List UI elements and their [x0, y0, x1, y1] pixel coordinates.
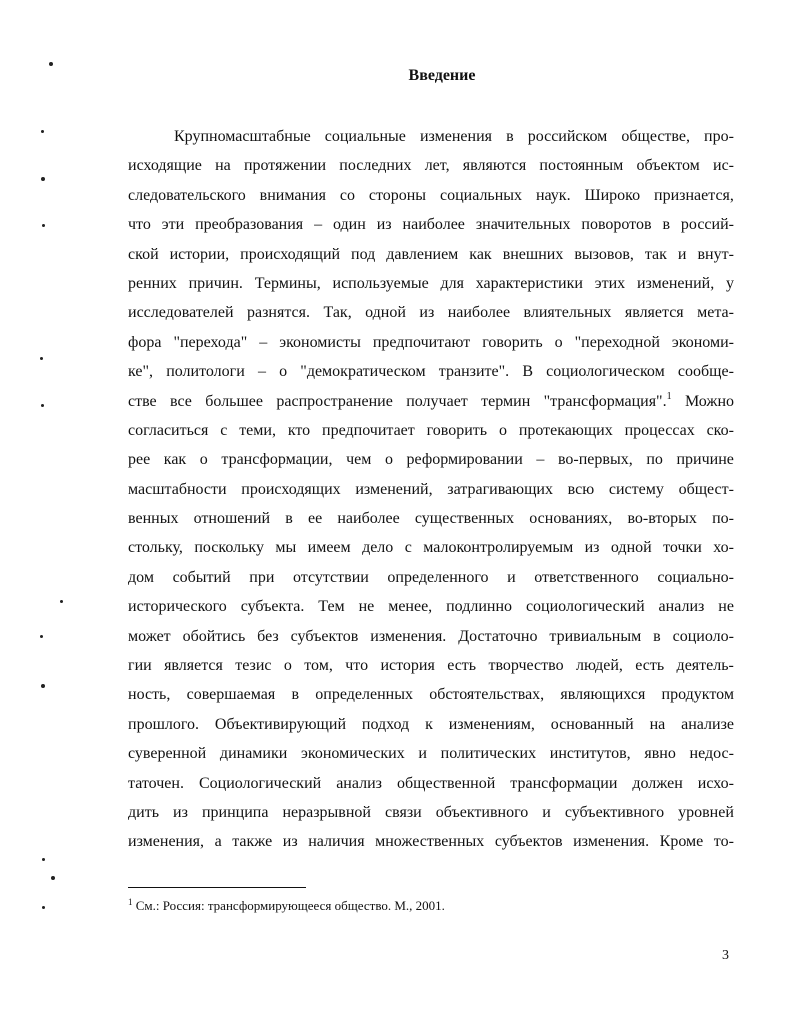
word: происходящих [241, 480, 341, 498]
word: основанный [550, 715, 634, 733]
word: изменения, [128, 833, 205, 851]
word: уровней [678, 803, 734, 821]
word: под [351, 245, 376, 263]
word: признается, [654, 186, 734, 204]
word: кто [287, 421, 311, 439]
word: малоконтролируемым [423, 539, 574, 557]
word: наиболее [337, 510, 400, 528]
word: как [163, 451, 187, 469]
word: предпочитают [372, 333, 471, 351]
word: ность, [128, 686, 171, 704]
word: о [498, 421, 507, 439]
footnote [128, 897, 445, 915]
word: субъектов [290, 627, 359, 645]
text-line [128, 269, 734, 298]
word: хо- [713, 539, 734, 557]
word: затрагивающих [447, 480, 553, 498]
word: последних [339, 157, 412, 175]
word: социально- [657, 568, 734, 586]
footnote-mark: 1 [128, 897, 133, 907]
word: ско- [706, 421, 734, 439]
scan-speck [41, 684, 45, 688]
word: из [282, 833, 298, 851]
word: во-вторых [627, 510, 697, 528]
word: продуктом [661, 686, 734, 704]
word: согласиться [128, 421, 209, 439]
word: в [506, 128, 514, 145]
word: ис- [713, 157, 734, 175]
word: явно [644, 745, 676, 763]
text-line [128, 739, 734, 768]
word: транзите". [438, 363, 510, 381]
word: процессах [624, 421, 695, 439]
word: дело [362, 539, 394, 557]
word: в [285, 510, 293, 528]
word: людей, [575, 657, 623, 675]
text-line [128, 475, 734, 504]
word: получает [406, 392, 468, 410]
word: событий [172, 568, 231, 586]
word: а [214, 833, 222, 851]
word: принципа [201, 803, 269, 821]
word: поскольку [194, 539, 264, 557]
word: при [249, 568, 275, 586]
word: внут- [697, 245, 734, 263]
word: недос- [689, 745, 734, 763]
word: влиятельных [523, 304, 612, 322]
word: может [128, 627, 171, 645]
word: исследователей [128, 304, 234, 322]
word: масштабности [128, 480, 227, 498]
word: с [220, 421, 228, 439]
word: наиболее [447, 304, 511, 322]
word: истории, [169, 245, 230, 263]
word: исходящие [128, 157, 202, 175]
word: определенного [387, 568, 489, 586]
word: подход [361, 715, 410, 733]
word: отсутствии [292, 568, 369, 586]
word: Социологический [198, 774, 322, 792]
word: экономисты [279, 333, 361, 351]
word: российском [527, 128, 608, 145]
text-line [128, 710, 734, 739]
word: значительных [475, 216, 571, 234]
word: одной [365, 304, 406, 322]
word: ской [128, 245, 159, 263]
word: стольку, [128, 539, 183, 557]
word: экономи- [671, 333, 734, 351]
word: как [469, 245, 492, 263]
word: изменения. [370, 627, 447, 645]
word: из [376, 216, 392, 234]
footnote-text: См.: Россия: трансформирующееся общество. М., 2001. [135, 898, 445, 913]
word: социальные [324, 128, 406, 145]
word: лет, [424, 157, 450, 175]
word: о [199, 451, 208, 469]
word: "трансформация".$^1$ [543, 390, 672, 410]
text-line [128, 680, 734, 709]
word: определенных [315, 686, 413, 704]
word: отношений [193, 510, 271, 528]
word: причин. [188, 274, 243, 292]
word: протяжении [243, 157, 327, 175]
word: социоло- [672, 627, 734, 645]
word: субъектов [494, 833, 563, 851]
word: субъекта. [240, 598, 305, 616]
word: неразрывной [282, 803, 371, 821]
word: стве [128, 392, 157, 410]
word: политологи [166, 363, 245, 381]
word: изменений, [636, 274, 715, 292]
word: предпочитает [322, 421, 415, 439]
word: характеристики [475, 274, 583, 292]
word: сообще- [677, 363, 734, 381]
word: "переходной [574, 333, 660, 351]
word: дить [128, 803, 159, 821]
text-line [128, 827, 734, 856]
text-line [128, 210, 734, 239]
word: субъективного [564, 803, 665, 821]
text-line [128, 622, 734, 651]
word: общественной [396, 774, 496, 792]
word: одной [610, 539, 652, 557]
word: социологическом [546, 363, 665, 381]
word: на [649, 715, 666, 733]
word: россий- [680, 216, 734, 234]
word: из [584, 539, 600, 557]
word: по [646, 451, 663, 469]
footnote-reference[interactable]: 1 [666, 390, 672, 402]
word: изменений, [355, 480, 433, 498]
page-number: 3 [722, 948, 729, 963]
word: распространение [276, 392, 393, 410]
word: в [653, 627, 661, 645]
word: все [170, 392, 192, 410]
word: должен [632, 774, 683, 792]
word: обстоятельствах, [429, 686, 545, 704]
word: с [404, 539, 412, 557]
word: трансформации, [221, 451, 333, 469]
word: поворотов [581, 216, 652, 234]
text-line [128, 533, 734, 562]
word: причине [676, 451, 734, 469]
footnote-separator [128, 887, 306, 888]
word: являющихся [560, 686, 646, 704]
word: Термины, [254, 274, 321, 292]
text-line [128, 798, 734, 827]
word: исторического [128, 598, 227, 616]
text-line [128, 445, 734, 474]
word: следовательского [128, 186, 246, 204]
word: давлением [386, 245, 459, 263]
word: со [339, 186, 355, 204]
word: ке", [128, 363, 154, 381]
word: объективного [435, 803, 529, 821]
word: существенных [414, 510, 515, 528]
word: и [507, 568, 516, 586]
word: анализ [658, 598, 705, 616]
word: тривиальным [549, 627, 642, 645]
word: анализе [681, 715, 734, 733]
word: Крупномасштабные [174, 128, 311, 145]
word: изменения [419, 128, 492, 145]
word: по- [712, 510, 734, 528]
word: мы [275, 539, 297, 557]
word: – [536, 451, 545, 469]
word: трансформации [510, 774, 618, 792]
word: есть [635, 657, 665, 675]
word: чем [346, 451, 372, 469]
word: то- [713, 833, 734, 851]
word: основаниях, [529, 510, 613, 528]
word: – [259, 333, 268, 351]
word: институтов, [549, 745, 631, 763]
word: обойтись [182, 627, 246, 645]
word: в [291, 686, 300, 704]
word: анализ [336, 774, 382, 792]
word: говорить [482, 333, 543, 351]
word: имеем [307, 539, 351, 557]
text-line [128, 504, 734, 533]
word: из [419, 304, 435, 322]
word: вызовов, [574, 245, 634, 263]
scan-speck [60, 600, 63, 603]
word: наук. [535, 186, 571, 204]
word: творчество [488, 657, 564, 675]
word: всю [567, 480, 595, 498]
word: и [418, 745, 427, 763]
word: протекающих [518, 421, 613, 439]
word: постоянным [539, 157, 624, 175]
scan-speck [40, 635, 43, 638]
word: изменения. [573, 833, 650, 851]
word: Так, [323, 304, 352, 322]
word: исхо- [697, 774, 734, 792]
word: из [173, 803, 188, 821]
scan-speck [42, 906, 45, 909]
word: В [522, 363, 533, 381]
word: общест- [678, 480, 734, 498]
word: не [358, 598, 375, 616]
word: не [718, 598, 734, 616]
scan-speck [41, 177, 45, 181]
word: Кроме [659, 833, 704, 851]
text-line [128, 651, 734, 680]
word: деятель- [676, 657, 734, 675]
text-line [128, 181, 734, 210]
word: является [624, 304, 684, 322]
word: о [384, 451, 393, 469]
word: ее [307, 510, 323, 528]
word: разнятся. [247, 304, 310, 322]
word: что [128, 216, 151, 234]
word: внешних [502, 245, 564, 263]
word: объектом [636, 157, 700, 175]
text-line [128, 240, 734, 269]
word: прошлого. [128, 715, 200, 733]
word: тезис [235, 657, 272, 675]
word: том, [304, 657, 333, 675]
word: стороны [368, 186, 427, 204]
word: большее [205, 392, 263, 410]
text-line [128, 328, 734, 357]
word: и [677, 245, 687, 263]
word: Тем [318, 598, 345, 616]
word: гии [128, 657, 152, 675]
word: про- [704, 128, 734, 145]
word: "перехода" [173, 333, 248, 351]
scan-speck [40, 357, 43, 360]
word: "демократическом [300, 363, 426, 381]
word: в [662, 216, 670, 234]
text-line [128, 122, 734, 151]
word: о [554, 333, 563, 351]
word: ответственного [534, 568, 639, 586]
word: о [279, 363, 288, 381]
word: является [164, 657, 223, 675]
word: таточен. [128, 774, 184, 792]
word: о [283, 657, 292, 675]
word: совершаемая [186, 686, 276, 704]
word: точки [663, 539, 702, 557]
word: термин [481, 392, 531, 410]
word: и [542, 803, 551, 821]
scan-speck [41, 130, 44, 133]
word: социальных [439, 186, 523, 204]
word: фора [128, 333, 162, 351]
scan-speck [41, 404, 44, 407]
word: эти [161, 216, 185, 234]
word: – [257, 363, 266, 381]
word: изменениям, [448, 715, 535, 733]
section-heading: Введение [408, 67, 476, 84]
word: Широко [584, 186, 641, 204]
word: без [257, 627, 279, 645]
word: связи [385, 803, 422, 821]
word: на [215, 157, 231, 175]
word: используемые [332, 274, 429, 292]
word: во-первых, [557, 451, 633, 469]
word: экономических [300, 745, 405, 763]
word: также [232, 833, 273, 851]
scan-speck [49, 62, 53, 66]
word: дом [128, 568, 154, 586]
word: есть [447, 657, 477, 675]
word: Объективирующий [214, 715, 346, 733]
text-line [128, 769, 734, 798]
word: реформировании [406, 451, 523, 469]
word: менее, [388, 598, 433, 616]
word: динамики [219, 745, 288, 763]
word: что [345, 657, 369, 675]
word: происходящий [240, 245, 341, 263]
word: преобразования [195, 216, 304, 234]
word: ренних [128, 274, 177, 292]
word: Достаточно [458, 627, 538, 645]
word: наиболее [402, 216, 465, 234]
word: Можно [684, 392, 734, 410]
text-line [128, 416, 734, 445]
word: говорить [426, 421, 488, 439]
word: теми, [239, 421, 276, 439]
text-line [128, 357, 734, 386]
scan-speck [51, 876, 55, 880]
text-line [128, 592, 734, 621]
word: наличия [308, 833, 365, 851]
word: множественных [375, 833, 485, 851]
word: так [644, 245, 667, 263]
scan-speck [42, 858, 45, 861]
body-paragraph [128, 122, 734, 857]
word: мета- [697, 304, 734, 322]
word: один [333, 216, 366, 234]
word: политических [440, 745, 537, 763]
text-line [128, 563, 734, 592]
word: социологический [525, 598, 645, 616]
text-line [128, 298, 734, 327]
scan-speck [42, 224, 45, 227]
word: венных [128, 510, 179, 528]
word: являются [462, 157, 527, 175]
word: систему [608, 480, 664, 498]
word: этих [594, 274, 626, 292]
word: внимания [259, 186, 326, 204]
word: к [425, 715, 433, 733]
word: суверенной [128, 745, 207, 763]
word: – [314, 216, 323, 234]
word: для [440, 274, 464, 292]
word: подлинно [446, 598, 513, 616]
text-line [128, 151, 734, 180]
word: история [380, 657, 435, 675]
word: рее [128, 451, 151, 469]
word: обществе, [621, 128, 690, 145]
text-line [128, 387, 734, 416]
word: у [726, 274, 734, 292]
